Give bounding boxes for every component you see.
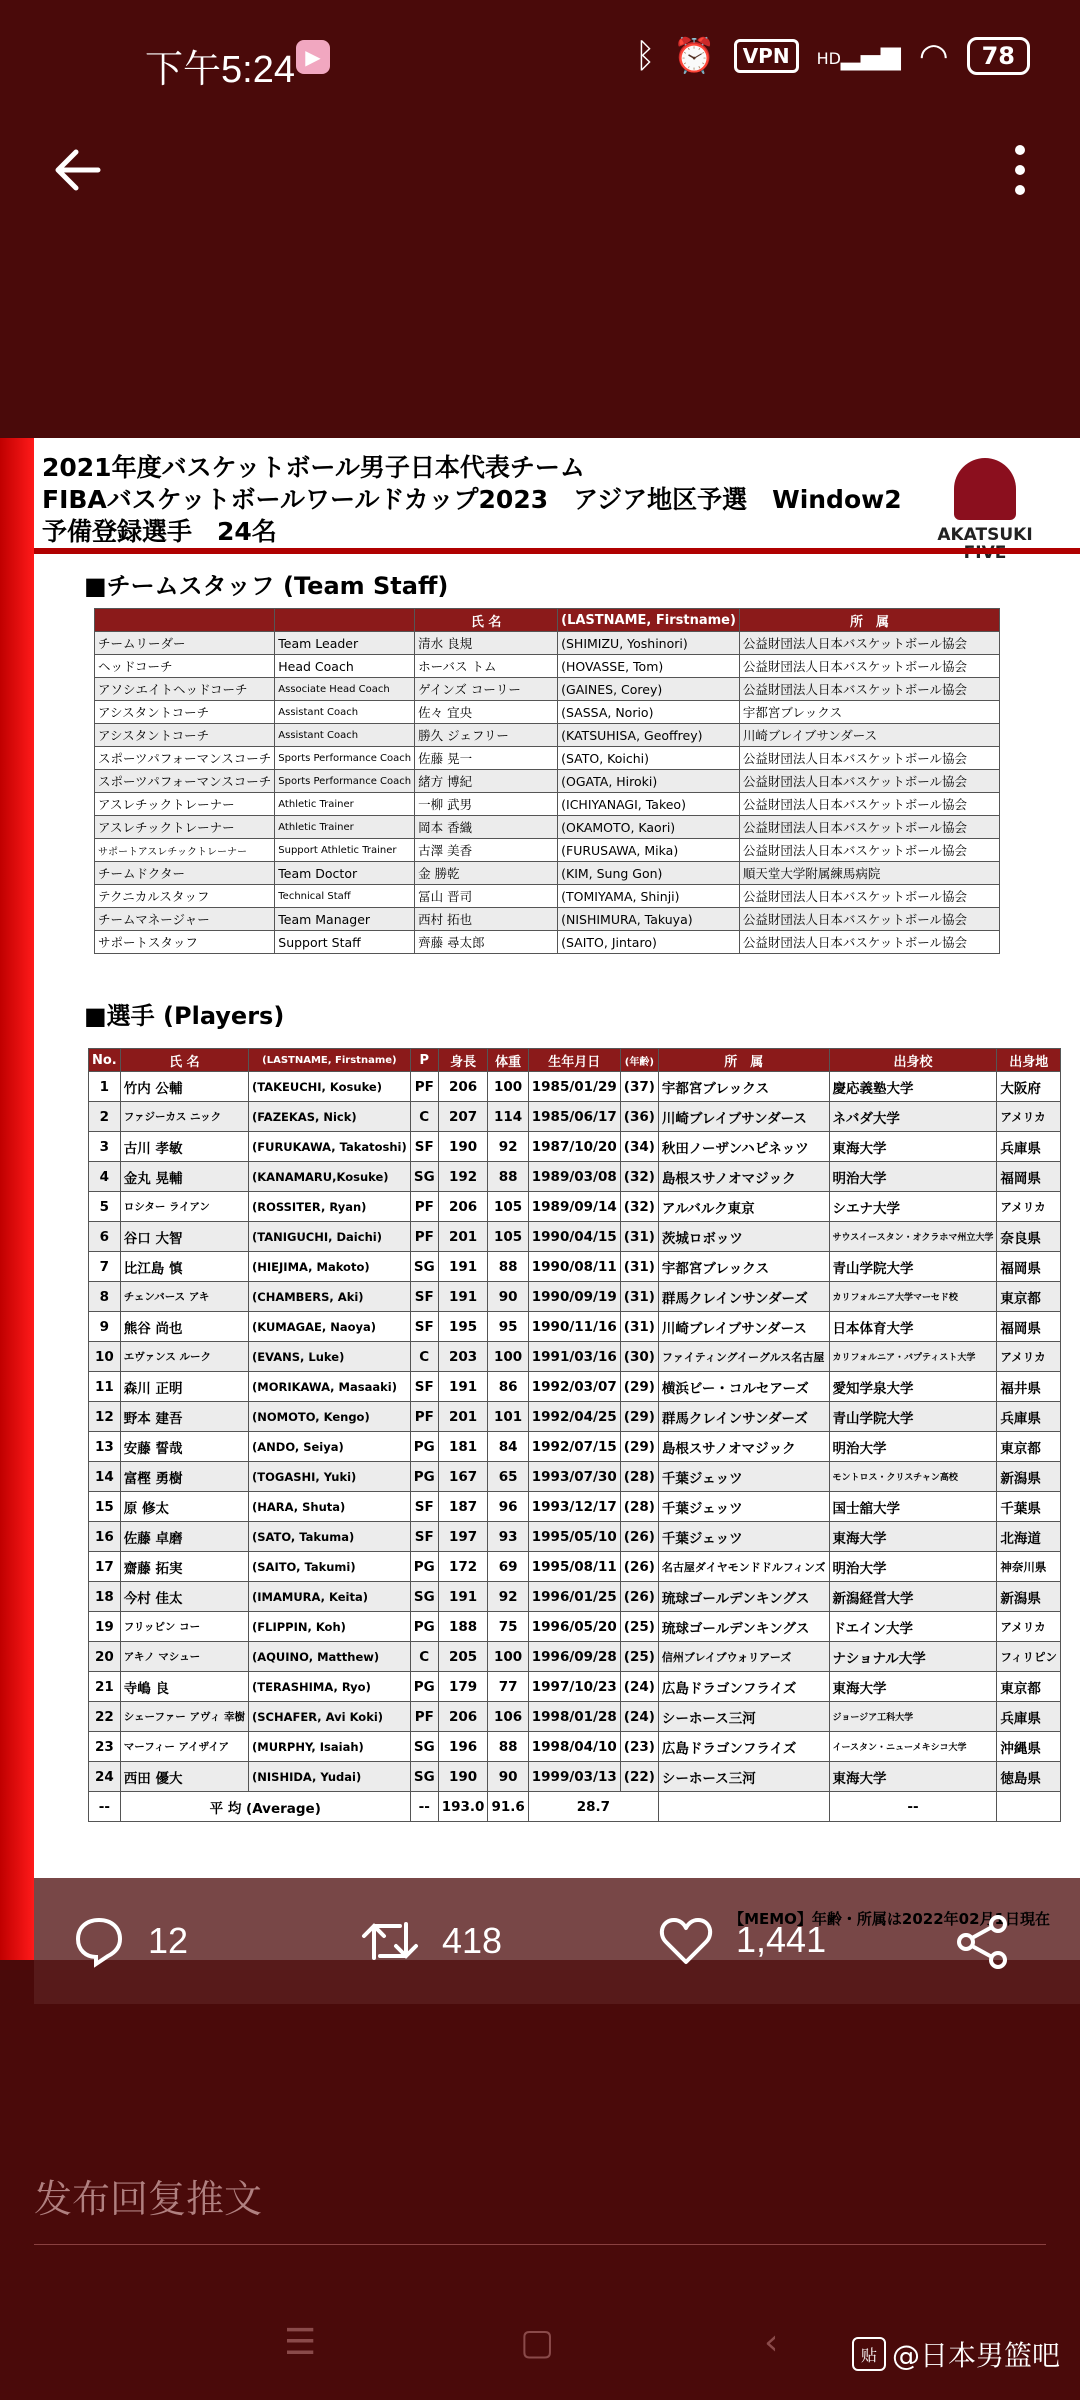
memo-note: 【MEMO】年齢・所属は2022年02月1日現在 [729, 1910, 1050, 1928]
heart-icon [658, 1914, 714, 1966]
table-row: アシスタントコーチ Assistant Coach 勝久 ジェフリー (KATSUHISA, Geoffrey) 川崎ブレイブサンダース [95, 724, 1000, 747]
status-bar [0, 0, 1080, 120]
table-row: 22 シェーファー アヴィ 幸樹 (SCHAFER, Avi Koki) PF 206 106 1998/01/28 (24) シーホース三河 ジョージア工科大学 兵庫県 [89, 1702, 1061, 1732]
table-row: 5 ロシター ライアン (ROSSITER, Ryan) PF 206 105 1989/09/14 (32) アルバルク東京 シエナ大学 アメリカ [89, 1192, 1061, 1222]
table-row: 6 谷口 大智 (TANIGUCHI, Daichi) PF 201 105 1990/04/15 (31) 茨城ロボッツ サウスイースタン・オクラホマ州立大学 奈良県 [89, 1222, 1061, 1252]
table-row: 21 寺嶋 良 (TERASHIMA, Ryo) PG 179 77 1997/10/23 (24) 広島ドラゴンフライズ 東海大学 東京都 [89, 1672, 1061, 1702]
akatsuki-five-logo: AKATSUKI [930, 458, 1040, 568]
table-row: 4 金丸 晃輔 (KANAMARU,Kosuke) SG 192 88 1989/03/08 (32) 島根スサノオマジック 明治大学 福岡県 [89, 1162, 1061, 1192]
share-button[interactable] [954, 1914, 1010, 1970]
table-row: チームマネージャー Team Manager 西村 拓也 (NISHIMURA, Takuya) 公益財団法人日本バスケットボール協会 [95, 908, 1000, 931]
reply-input[interactable]: 发布回复推文 [34, 2177, 263, 2221]
table-row: アシスタントコーチ Assistant Coach 佐々 宜央 (SASSA, Norio) 宇都宮ブレックス [95, 701, 1000, 724]
app-notification-icon: ▶ [296, 40, 330, 74]
doc-title: 2021年度バスケットボール男子日本代表チーム FIBAバスケットボールワールドカップ2023 アジア地区予選 Window2 予備登録選手 24名 [42, 453, 902, 546]
back-nav-icon[interactable]: ‹ [764, 2322, 779, 2363]
table-row: 20 アキノ マシュー (AQUINO, Matthew) C 205 100 1996/09/28 (25) 信州ブレイブウォリアーズ ナショナル大学 フィリピン [89, 1642, 1061, 1672]
top-app-bar [0, 120, 1080, 220]
back-arrow-icon[interactable] [48, 140, 108, 200]
table-row: ヘッドコーチ Head Coach ホーバス トム (HOVASSE, Tom) 公益財団法人日本バスケットボール協会 [95, 655, 1000, 678]
alarm-icon: ⏰ [673, 36, 716, 76]
players-section-title: ■選手 (Players) [84, 1002, 285, 1030]
average-row: -- 平 均 (Average) -- 193.0 91.6 28.7 -- [89, 1792, 1061, 1822]
red-side-bar [0, 438, 34, 1960]
table-row: 8 チェンバース アキ (CHAMBERS, Aki) SF 191 90 1990/09/19 (31) 群馬クレインサンダーズ カリフォルニア大学マーセド校 東京都 [89, 1282, 1061, 1312]
retweet-button[interactable] [360, 1914, 502, 1968]
table-row: 15 原 修太 (HARA, Shuta) SF 187 96 1993/12/17 (28) 千葉ジェッツ 国士舘大学 千葉県 [89, 1492, 1061, 1522]
staff-table: 氏 名 (LASTNAME, Firstname) 所 属 チームリーダー Team Leader 清水 良規 (SHIMIZU, Yoshinori) 公益財団法人日本バスケットボール協会 ヘッドコーチ Head Coach ホーバス トム (HOVASSE, Tom) 公益財団法人日本バスケットボール協会 アソシエイトヘッドコーチ Associate Head Coach ゲインズ コーリー (GAINES, Corey) 公益財団法人日本バスケットボール協会 アシスタントコーチ Assistant Coach 佐々 宜央 (SASSA, Norio) 宇都宮ブレックス アシスタントコーチ Assistant Coach 勝久 ジェフリー (KATSUHISA, Geoffrey) 川崎ブレイブサンダース スポーツパフォーマンスコーチ Sports Performance Coach 佐藤 晃一 (SATO, Koichi) 公益財団法人日本バスケットボール協会 スポーツパフォーマンスコーチ Sports Performance Coach 緒方 博紀 (OGATA, Hiroki) 公益財団法人日本バスケットボール協会 アスレチックトレーナー Athletic Trainer 一柳 武男 (ICHIYANAGI, Takeo) 公益財団法人日本バスケットボール協会 アスレチックトレーナー Athletic Trainer 岡本 香織 (OKAMOTO, Kaori) 公益財団法人日本バスケットボール協会 サポートアスレチックトレーナー Support Athletic Trainer 古澤 美香 (FURUSAWA, Mika) 公益財団法人日本バスケットボール協会 チームドクター Team Doctor 金 勝乾 (KIM, Sung Gon) 順天堂大学附属練馬病院 テクニカルスタッフ Technical Staff 冨山 晋司 (TOMIYAMA, Shinji) 公益財団法人日本バスケットボール協会 チームマネージャー Team Manager 西村 拓也 (NISHIMURA, Takuya) 公益財団法人日本バスケットボール協会 サポートスタッフ Support Staff 齊藤 尋太郎 (SAITO, Jintaro) 公益財団法人日本バスケットボール協会 [94, 608, 1000, 954]
table-row: テクニカルスタッフ Technical Staff 冨山 晋司 (TOMIYAMA, Shinji) 公益財団法人日本バスケットボール協会 [95, 885, 1000, 908]
table-row: 1 竹内 公輔 (TAKEUCHI, Kosuke) PF 206 100 1985/01/29 (37) 宇都宮ブレックス 慶応義塾大学 大阪府 [89, 1072, 1061, 1102]
table-row: 12 野本 建吾 (NOMOTO, Kengo) PF 201 101 1992/04/25 (29) 群馬クレインサンダーズ 青山学院大学 兵庫県 [89, 1402, 1061, 1432]
table-row: アスレチックトレーナー Athletic Trainer 岡本 香織 (OKAMOTO, Kaori) 公益財団法人日本バスケットボール協会 [95, 816, 1000, 839]
signal-icon: HD▂▄▆ [816, 41, 901, 71]
tweet-action-bar [34, 1878, 1080, 2004]
wifi-icon: ◠ [918, 36, 949, 76]
like-button[interactable] [658, 1914, 826, 1966]
table-row: スポーツパフォーマンスコーチ Sports Performance Coach 佐藤 晃一 (SATO, Koichi) 公益財団法人日本バスケットボール協会 [95, 747, 1000, 770]
table-row: 9 熊谷 尚也 (KUMAGAE, Naoya) SF 195 95 1990/11/16 (31) 川崎ブレイブサンダース 日本体育大学 福岡県 [89, 1312, 1061, 1342]
share-icon [954, 1914, 1010, 1970]
table-row: 2 ファジーカス ニック (FAZEKAS, Nick) C 207 114 1985/06/17 (36) 川崎ブレイブサンダース ネバダ大学 アメリカ [89, 1102, 1061, 1132]
watermark: 贴 @日本男篮吧 [852, 2334, 1060, 2374]
retweet-icon [360, 1914, 420, 1968]
status-time: 下午5:24 [145, 49, 295, 91]
table-row: アソシエイトヘッドコーチ Associate Head Coach ゲインズ コーリー (GAINES, Corey) 公益財団法人日本バスケットボール協会 [95, 678, 1000, 701]
home-nav-icon[interactable]: ▢ [520, 2322, 555, 2363]
more-options-icon[interactable] [1000, 140, 1040, 200]
table-row: サポートアスレチックトレーナー Support Athletic Trainer 古澤 美香 (FURUSAWA, Mika) 公益財団法人日本バスケットボール協会 [95, 839, 1000, 862]
table-row: チームリーダー Team Leader 清水 良規 (SHIMIZU, Yoshinori) 公益財団法人日本バスケットボール協会 [95, 632, 1000, 655]
table-row: アスレチックトレーナー Athletic Trainer 一柳 武男 (ICHIYANAGI, Takeo) 公益財団法人日本バスケットボール協会 [95, 793, 1000, 816]
vpn-badge: VPN [734, 39, 799, 73]
table-row: 24 西田 優大 (NISHIDA, Yudai) SG 190 90 1999/03/13 (22) シーホース三河 東海大学 徳島県 [89, 1762, 1061, 1792]
menu-nav-icon[interactable]: ☰ [284, 2322, 317, 2363]
table-row: 11 森川 正明 (MORIKAWA, Masaaki) SF 191 86 1992/03/07 (29) 横浜ビー・コルセアーズ 愛知学泉大学 福井県 [89, 1372, 1061, 1402]
comment-count: 12 [148, 1920, 189, 1961]
retweet-count: 418 [442, 1920, 503, 1961]
table-row: スポーツパフォーマンスコーチ Sports Performance Coach 緒方 博紀 (OGATA, Hiroki) 公益財団法人日本バスケットボール協会 [95, 770, 1000, 793]
reply-button[interactable] [72, 1914, 188, 1968]
roster-image[interactable] [0, 438, 1080, 1960]
table-row: 3 古川 孝敏 (FURUKAWA, Takatoshi) SF 190 92 1987/10/20 (34) 秋田ノーザンハピネッツ 東海大学 兵庫県 [89, 1132, 1061, 1162]
table-row: 19 フリッピン コー (FLIPPIN, Koh) PG 188 75 1996/05/20 (25) 琉球ゴールデンキングス ドエイン大学 アメリカ [89, 1612, 1061, 1642]
battery-indicator: 78 [967, 37, 1030, 75]
table-row: 7 比江島 慎 (HIEJIMA, Makoto) SG 191 88 1990/08/11 (31) 宇都宮ブレックス 青山学院大学 福岡県 [89, 1252, 1061, 1282]
staff-section-title: ■チームスタッフ (Team Staff) [84, 572, 449, 600]
players-table: No. 氏 名 (LASTNAME, Firstname) P 身長 体重 生年月日 (年齢) 所 属 出身校 出身地 1 竹内 公輔 (TAKEUCHI, Kosuke) PF 206 100 1985/01/29 (37) 宇都宮ブレックス 慶応義塾大学 大阪府 2 ファジーカス ニック (FAZEKAS, Nick) C 207 114 1985/06/17 (36) 川崎ブレイブサンダース ネバダ大学 アメリカ 3 古川 孝敏 (FURUKAWA, Takatoshi) SF 190 92 1987/10/20 (34) 秋田ノーザンハピネッツ 東海大学 兵庫県 4 金丸 晃輔 (KANAMARU,Kosuke) SG 192 88 1989/03/08 (32) 島根スサノオマジック 明治大学 福岡県 5 ロシター ライアン (ROSSITER, Ryan) PF 206 105 1989/09/14 (32) アルバルク東京 シエナ大学 アメリカ 6 谷口 大智 (TANIGUCHI, Daichi) PF 201 105 1990/04/15 (31) 茨城ロボッツ サウスイースタン・オクラホマ州立大学 奈良県 7 比江島 慎 (HIEJIMA, Makoto) SG 191 88 1990/08/11 (31) 宇都宮ブレックス 青山学院大学 福岡県 8 チェンバース アキ (CHAMBERS, Aki) SF 191 90 1990/09/19 (31) 群馬クレインサンダーズ カリフォルニア大学マーセド校 東京都 9 熊谷 尚也 (KUMAGAE, Naoya) SF 195 95 1990/11/16 (31) 川崎ブレイブサンダース 日本体育大学 福岡県 10 エヴァンス ルーク (EVANS, Luke) C 203 100 1991/03/16 (30) ファイティングイーグルス名古屋 カリフォルニア・バプティスト大学 アメリカ 11 森川 正明 (MORIKAWA, Masaaki) SF 191 86 1992/03/07 (29) 横浜ビー・コルセアーズ 愛知学泉大学 福井県 12 野本 建吾 (NOMOTO, Kengo) PF 201 101 1992/04/25 (29) 群馬クレインサンダーズ 青山学院大学 兵庫県 13 安藤 誓哉 (ANDO, Seiya) PG 181 84 1992/07/15 (29) 島根スサノオマジック 明治大学 東京都 14 富樫 勇樹 (TOGASHI, Yuki) PG 167 65 1993/07/30 (28) 千葉ジェッツ モントロス・クリスチャン高校 新潟県 15 原 修太 (HARA, Shuta) SF 187 96 1993/12/17 (28) 千葉ジェッツ 国士舘大学 千葉県 16 佐藤 卓磨 (SATO, Takuma) SF 197 93 1995/05/10 (26) 千葉ジェッツ 東海大学 北海道 17 齋藤 拓実 (SAITO, Takumi) PG 172 69 1995/08/11 (26) 名古屋ダイヤモンドドルフィンズ 明治大学 神奈川県 18 今村 佳太 (IMAMURA, Keita) SG 191 92 1996/01/25 (26) 琉球ゴールデンキングス 新潟経営大学 新潟県 19 フリッピン コー (FLIPPIN, Koh) PG 188 75 1996/05/20 (25) 琉球ゴールデンキングス ドエイン大学 アメリカ 20 アキノ マシュー (AQUINO, Matthew) C 205 100 1996/09/28 (25) 信州ブレイブウォリアーズ ナショナル大学 フィリピン 21 寺嶋 良 (TERASHIMA, Ryo) PG 179 77 1997/10/23 (24) 広島ドラゴンフライズ 東海大学 東京都 22 シェーファー アヴィ 幸樹 (SCHAFER, Avi Koki) PF 206 106 1998/01/28 (24) シーホース三河 ジョージア工科大学 兵庫県 23 マーフィー アイザイア (MURPHY, Isaiah) SG 196 88 1998/04/10 (23) 広島ドラゴンフライズ イースタン・ニューメキシコ大学 沖縄県 24 西田 優大 (NISHIDA, Yudai) SG 190 90 1999/03/13 (22) シーホース三河 東海大学 徳島県 -- 平 均 (Average) -- 193.0 91.6 28.7 -- [88, 1048, 1061, 1822]
tieba-icon: 贴 [852, 2337, 886, 2371]
bluetooth-icon: ᛒ [634, 36, 656, 76]
table-row: 18 今村 佳太 (IMAMURA, Keita) SG 191 92 1996/01/25 (26) 琉球ゴールデンキングス 新潟経営大学 新潟県 [89, 1582, 1061, 1612]
table-row: 14 富樫 勇樹 (TOGASHI, Yuki) PG 167 65 1993/07/30 (28) 千葉ジェッツ モントロス・クリスチャン高校 新潟県 [89, 1462, 1061, 1492]
table-row: 17 齋藤 拓実 (SAITO, Takumi) PG 172 69 1995/08/11 (26) 名古屋ダイヤモンドドルフィンズ 明治大学 神奈川県 [89, 1552, 1061, 1582]
table-row: 16 佐藤 卓磨 (SATO, Takuma) SF 197 93 1995/05/10 (26) 千葉ジェッツ 東海大学 北海道 [89, 1522, 1061, 1552]
table-row: 23 マーフィー アイザイア (MURPHY, Isaiah) SG 196 88 1998/04/10 (23) 広島ドラゴンフライズ イースタン・ニューメキシコ大学 沖縄県 [89, 1732, 1061, 1762]
comment-icon [72, 1914, 126, 1968]
like-count: 1,441 [736, 1919, 827, 1960]
table-row: 10 エヴァンス ルーク (EVANS, Luke) C 203 100 1991/03/16 (30) ファイティングイーグルス名古屋 カリフォルニア・バプティスト大学 アメリカ [89, 1342, 1061, 1372]
table-row: サポートスタッフ Support Staff 齊藤 尋太郎 (SAITO, Jintaro) 公益財団法人日本バスケットボール協会 [95, 931, 1000, 954]
table-row: チームドクター Team Doctor 金 勝乾 (KIM, Sung Gon) 順天堂大学附属練馬病院 [95, 862, 1000, 885]
status-icons [635, 36, 1030, 76]
table-row: 13 安藤 誓哉 (ANDO, Seiya) PG 181 84 1992/07/15 (29) 島根スサノオマジック 明治大学 東京都 [89, 1432, 1061, 1462]
